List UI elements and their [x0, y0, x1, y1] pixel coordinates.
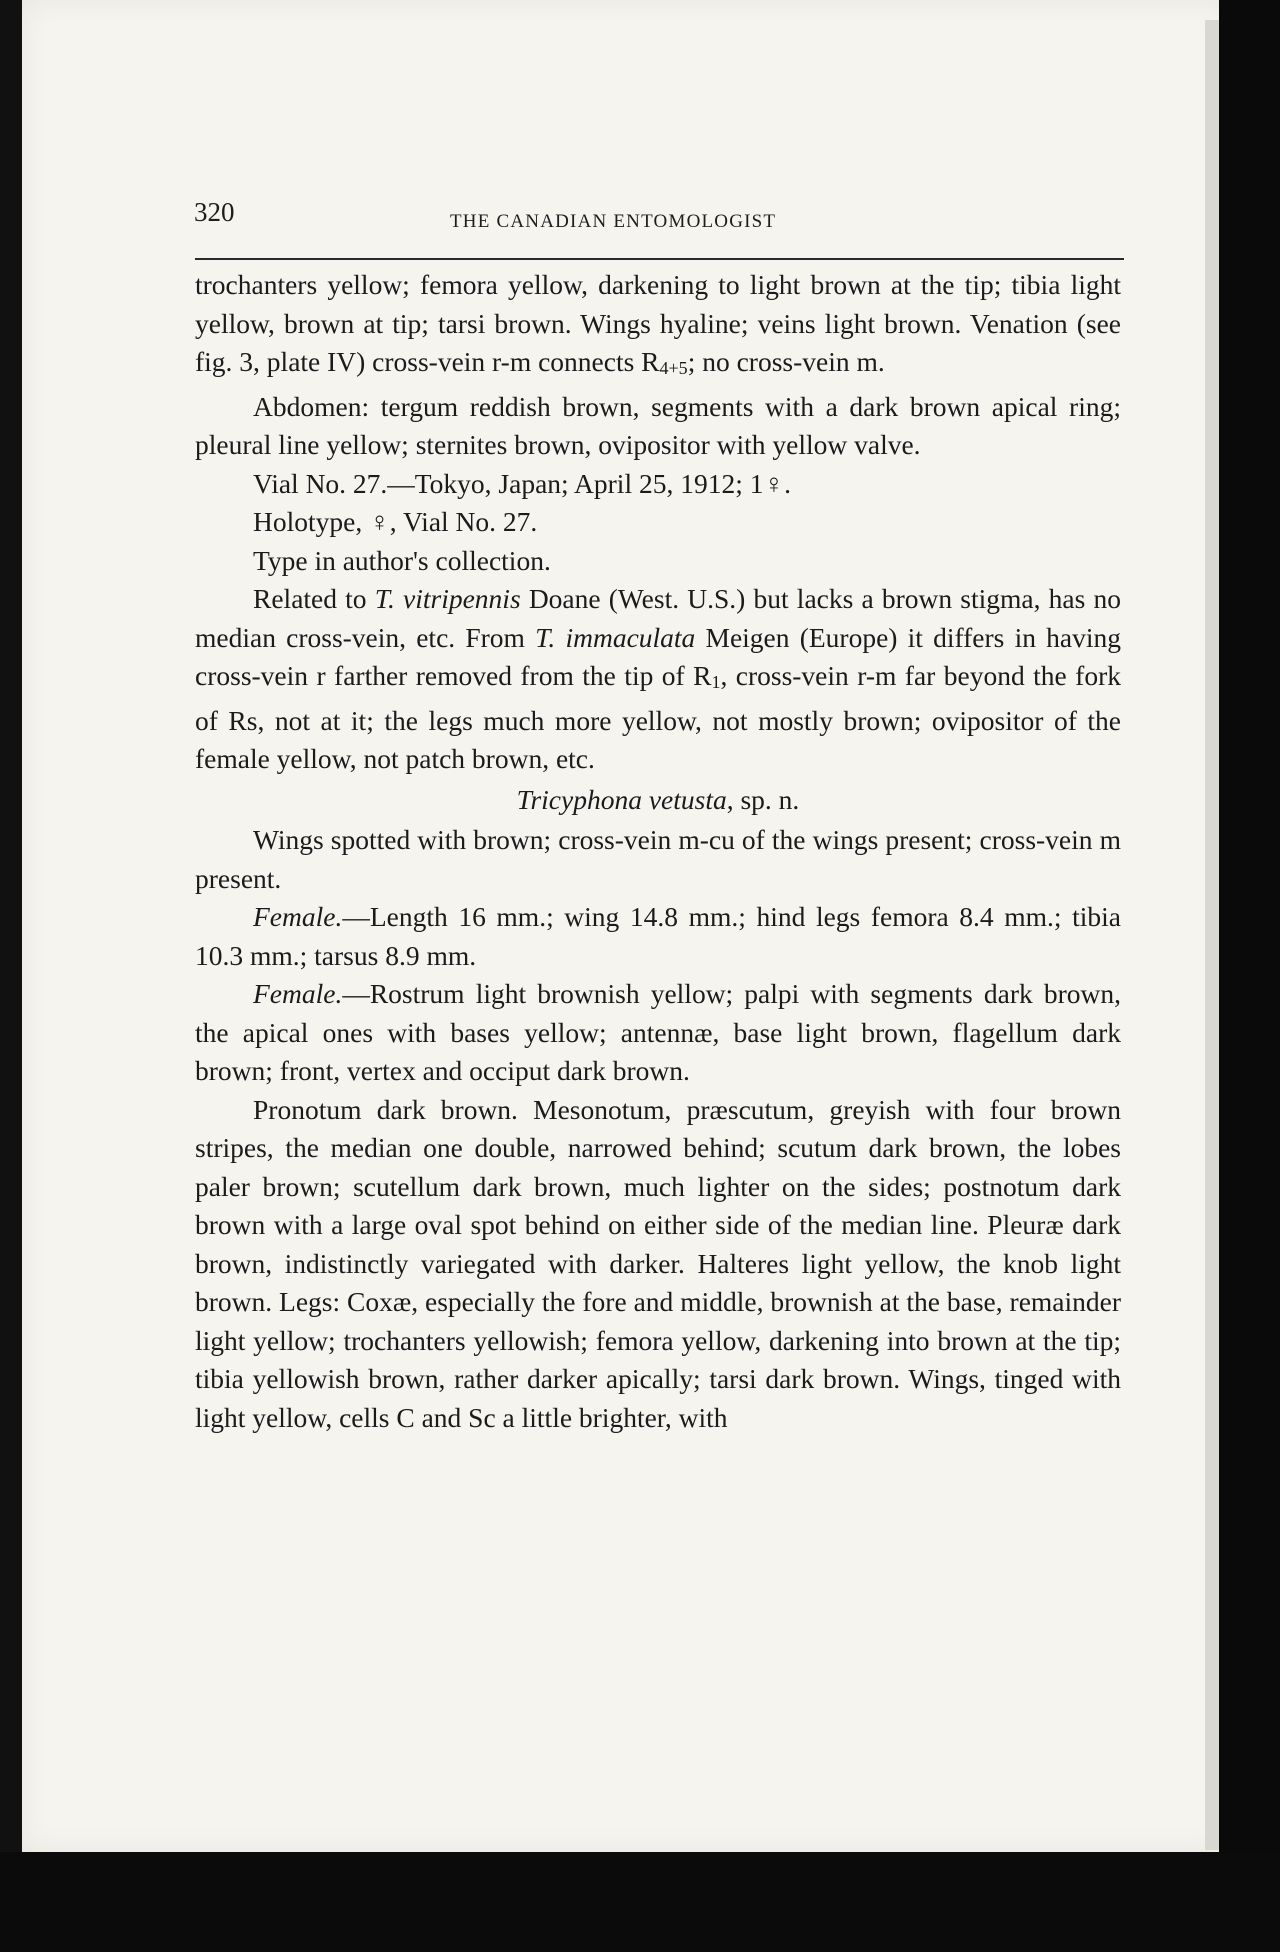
paragraph-vial: Vial No. 27.—Tokyo, Japan; April 25, 1912; 1♀. [253, 467, 791, 499]
page-number: 320 [194, 197, 235, 227]
paragraph-abdomen: Abdomen: tergum reddish brown, segments with a dark brown apical ring; pleural line yellow; sternites brown, ovipositor with yellow valve. [195, 390, 1121, 460]
paragraph-wings-spotted: Wings spotted with brown; cross-vein m-cu of the wings present; cross-vein m present. [195, 824, 1121, 894]
paragraph-related: Related to T. vitripennis Doane (West. U.S.) but lacks a brown stigma, has no median cross-vein, etc. From T. immaculata Meigen (Europe) it differs in having cross-vein r farther removed from the tip of R1, cross-vein r-m far beyond the fork of Rs, not at it; the legs much more yellow, not mostly brown; ovipositor of the female yellow, not patch brown, etc. [195, 583, 1121, 774]
paragraph-type-collection: Type in author's collection. [253, 544, 551, 576]
page-edge [1205, 20, 1219, 1850]
paragraph-legs-wings: trochanters yellow; femora yellow, darkening to light brown at the tip; tibia light yellow, brown at tip; tarsi brown. Wings hyaline; veins light brown. Venation (see fig. 3, plate IV) cross-vein r-m connects R4+5; no cross-vein m. [195, 269, 1121, 378]
scan-border-right [1219, 0, 1280, 1952]
paragraph-pronotum: Pronotum dark brown. Mesonotum, præscutum, greyish with four brown stripes, the median one double, narrowed behind; scutum dark brown, the lobes paler brown; scutellum dark brown, much lighter on the sides; postnotum dark brown with a large oval spot behind on either side of the median line. Pleuræ dark brown, indistinctly variegated with darker. Halteres light yellow, the knob light brown. Legs: Coxæ, especially the fore and middle, brownish at the base, remainder light yellow; trochanters yellowish; femora yellow, darkening into brown at the tip; tibia yellowish brown, rather darker apically; tarsi dark brown. Wings, tinged with light yellow, cells C and Sc a little brighter, with [195, 1093, 1121, 1433]
paragraph-female-rostrum: Female.—Rostrum light brownish yellow; palpi with segments dark brown, the apical ones with bases yellow; antennæ, base light brown, flagellum dark brown; front, vertex and occiput dark brown. [195, 978, 1121, 1086]
paragraph-holotype: Holotype, ♀, Vial No. 27. [253, 506, 538, 537]
running-title: THE CANADIAN ENTOMOLOGIST [450, 211, 777, 232]
page-header [180, 197, 1124, 245]
species-heading: Tricyphona vetusta, sp. n. [516, 783, 800, 815]
header-rule [195, 258, 1124, 260]
paragraph-female-measurements: Female.—Length 16 mm.; wing 14.8 mm.; hind legs femora 8.4 mm.; tibia 10.3 mm.; tarsus 8.9 mm. [195, 901, 1121, 971]
scan-border-bottom [0, 1852, 1280, 1952]
body-text [195, 266, 1121, 1437]
